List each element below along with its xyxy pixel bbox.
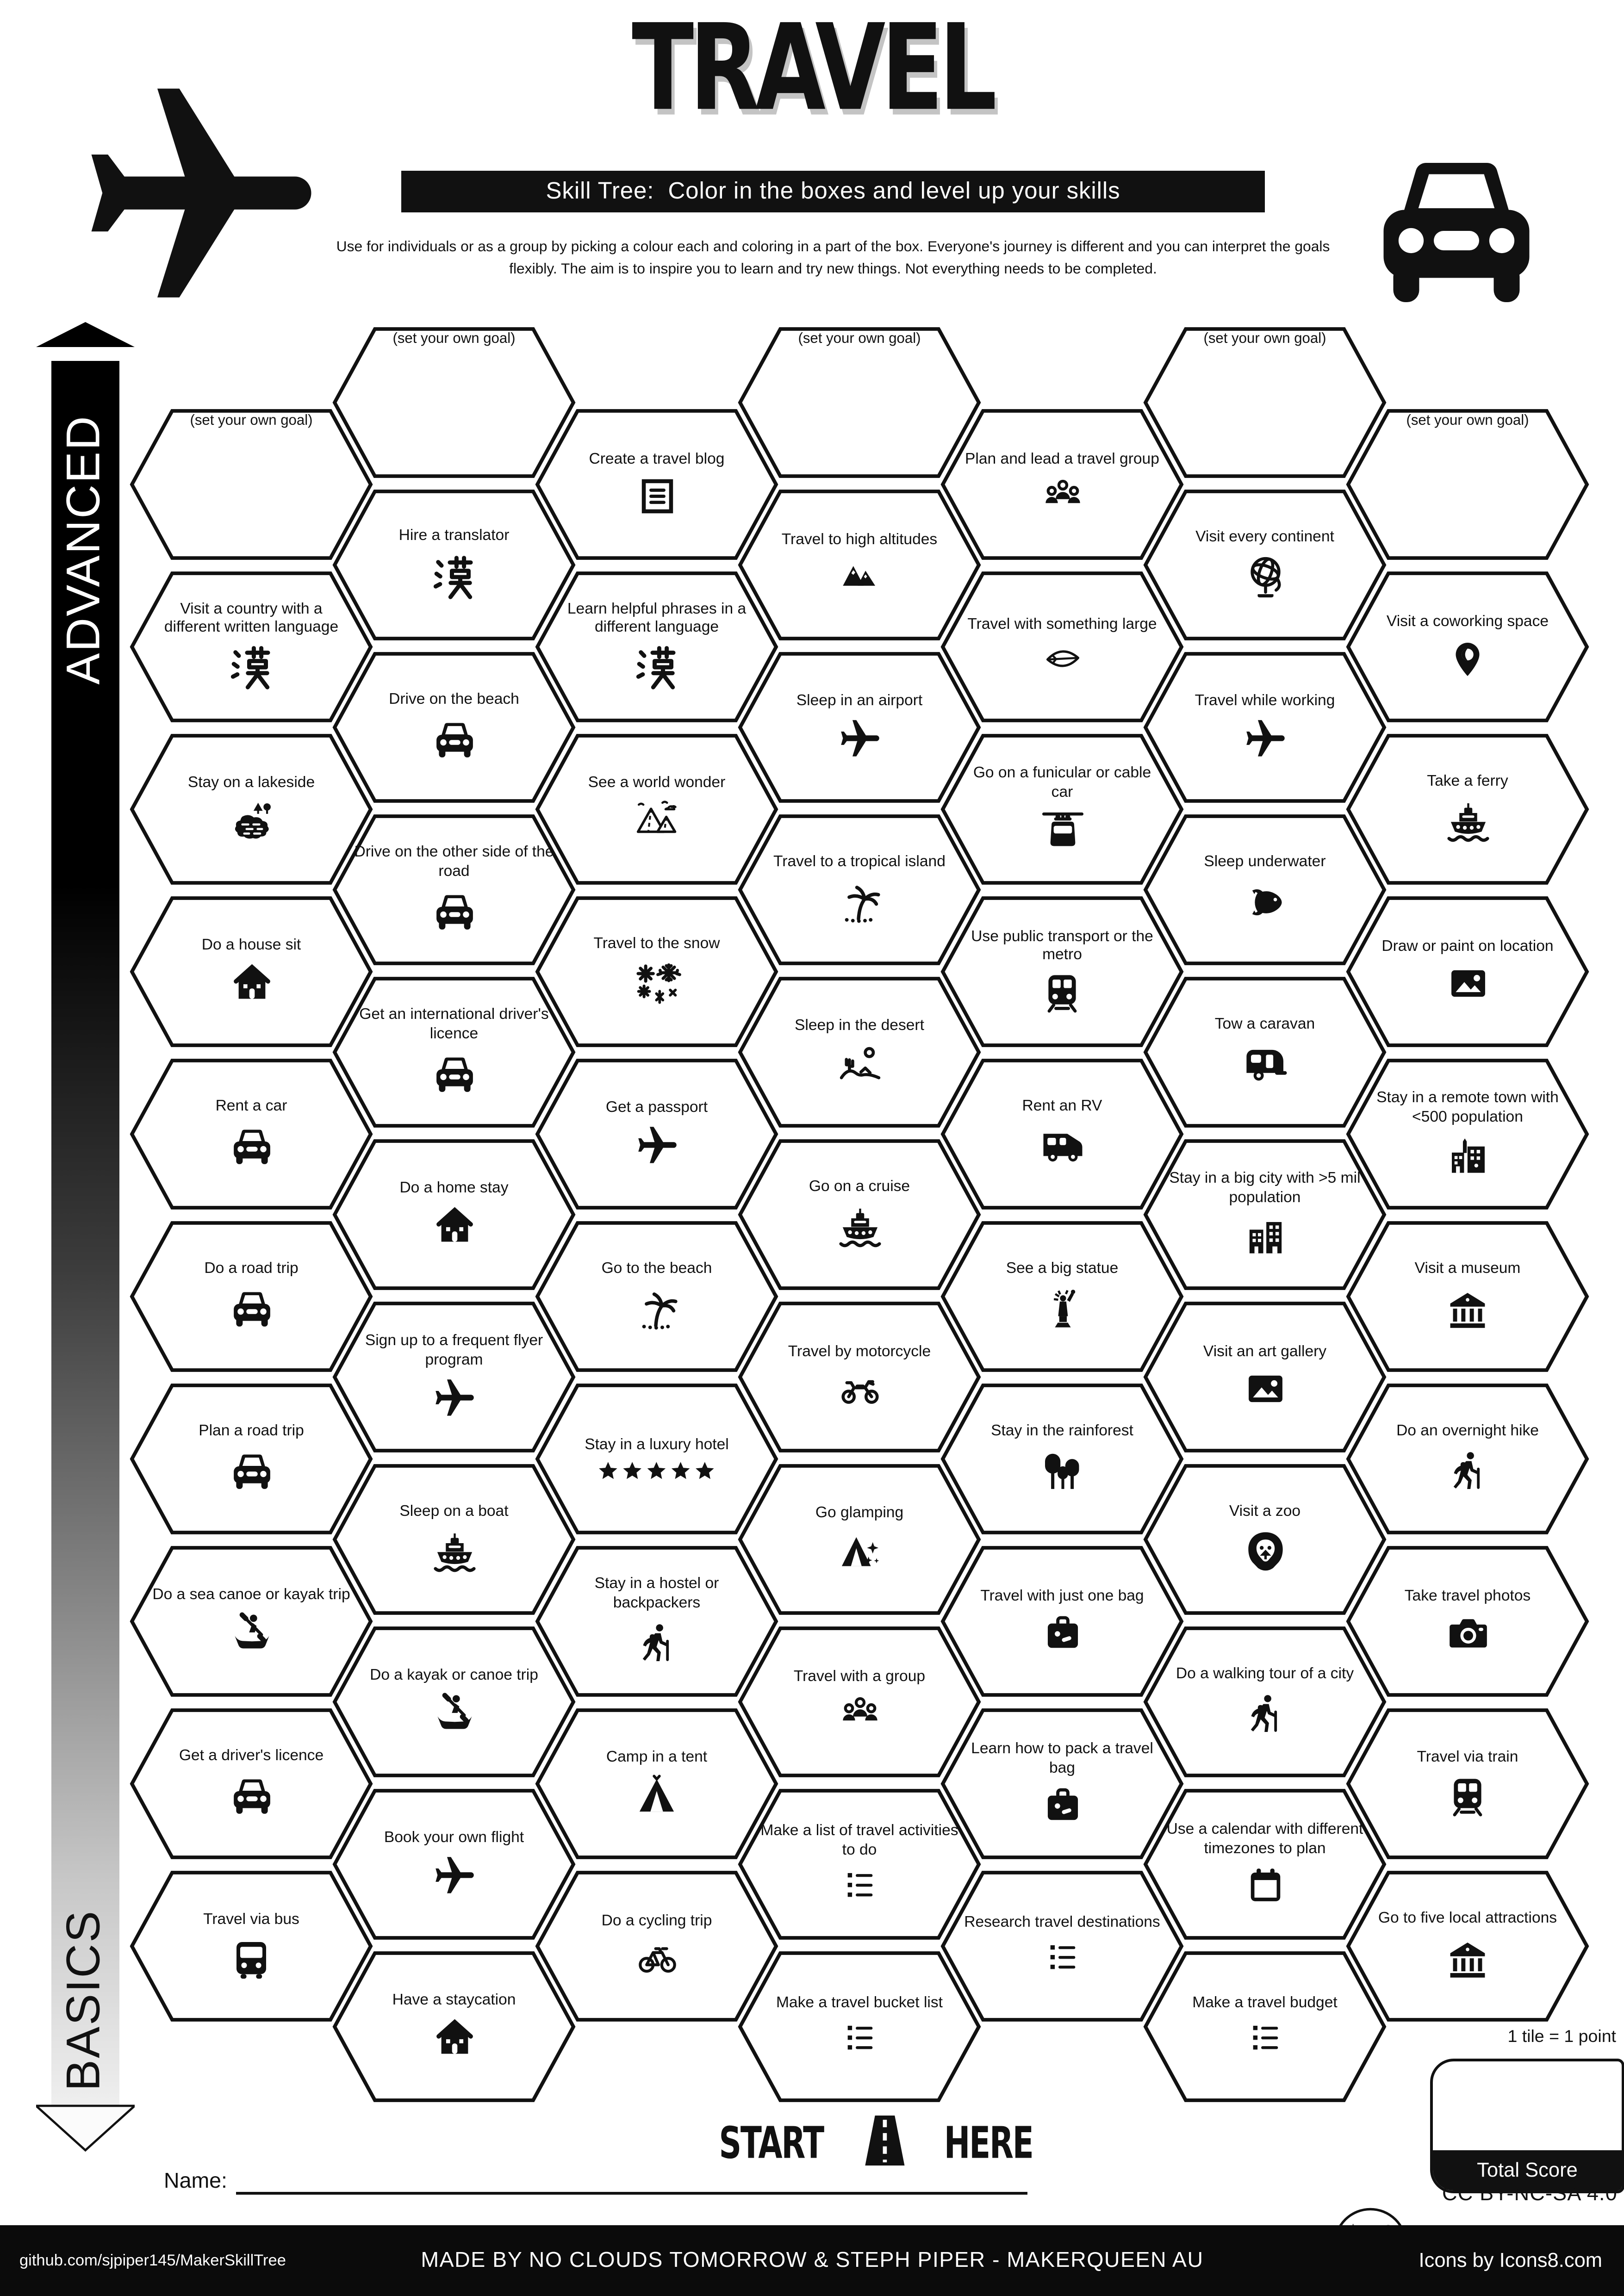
skill-label: (set your own goal)	[798, 332, 921, 347]
list-icon	[837, 2018, 883, 2059]
skill-label: Get a passport	[605, 1099, 708, 1116]
hex-do-an-overnight-hike[interactable]	[1345, 1381, 1590, 1537]
pin-icon	[1447, 638, 1488, 680]
skill-label: Visit a coworking space	[1386, 614, 1549, 631]
skill-label: Plan and lead a travel group	[965, 451, 1159, 468]
city-icon	[1242, 1213, 1288, 1259]
skill-label: Drive on the other side of the road	[354, 844, 554, 880]
skill-label: Go on a cruise	[809, 1178, 910, 1195]
lion-icon	[1241, 1527, 1289, 1576]
skill-label: Do a house sit	[201, 937, 301, 954]
people-icon	[1037, 475, 1088, 518]
bus-icon	[229, 1936, 274, 1980]
skill-label: Tow a caravan	[1214, 1016, 1315, 1033]
car-icon	[227, 1284, 276, 1333]
arrow-up-icon	[36, 322, 135, 354]
skill-label: Rent a car	[215, 1098, 287, 1115]
poster-title: TRAVEL	[632, 0, 993, 137]
palm-icon	[835, 877, 884, 926]
skill-label: Travel via bus	[203, 1912, 299, 1929]
skill-label: Use public transport or the metro	[971, 928, 1153, 963]
car-icon	[227, 1771, 276, 1820]
skill-label: Do a cycling trip	[601, 1912, 712, 1930]
snow-icon	[631, 959, 683, 1008]
skill-label: See a big statue	[1006, 1260, 1119, 1277]
picture-icon	[1239, 1367, 1291, 1410]
skill-label: Plan a road trip	[199, 1422, 304, 1440]
skill-label: Research travel destinations	[964, 1914, 1160, 1931]
plane-icon	[431, 1375, 477, 1421]
total-score-label: Total Score	[1433, 2150, 1622, 2191]
skill-label: Rent an RV	[1022, 1098, 1102, 1115]
house-icon	[431, 1204, 477, 1249]
pyramids-icon	[630, 798, 683, 844]
skill-label: Sleep in the desert	[795, 1017, 924, 1034]
skill-label: Drive on the beach	[389, 691, 519, 708]
hex-set-your-own-goal-6-0[interactable]	[1345, 407, 1590, 562]
skill-label: (set your own goal)	[1203, 332, 1326, 347]
hex-visit-a-coworking-space[interactable]	[1345, 569, 1590, 725]
skill-label: Stay in a big city with >5 mil population	[1169, 1170, 1361, 1206]
car-icon	[430, 1049, 479, 1098]
skill-label: Go to five local attractions	[1378, 1911, 1557, 1928]
start-label: START	[719, 2117, 823, 2169]
skill-label: Do an overnight hike	[1396, 1422, 1539, 1440]
hiker-icon	[635, 1618, 678, 1667]
kanji-icon	[632, 643, 682, 693]
plane-icon	[837, 716, 883, 762]
skill-label: Visit a museum	[1414, 1261, 1521, 1278]
hex-take-travel-photos[interactable]	[1345, 1544, 1590, 1699]
skill-label: Get a driver's licence	[179, 1747, 324, 1764]
skill-label: Stay in a hostel or backpackers	[594, 1576, 719, 1611]
hex-take-a-ferry[interactable]	[1345, 732, 1590, 887]
document-icon	[635, 475, 678, 518]
advanced-label: ADVANCED	[57, 415, 111, 685]
mountains-icon	[834, 555, 885, 598]
skill-label: Do a home stay	[399, 1179, 509, 1197]
footer-repo-link[interactable]: github.com/sjpiper145/MakerSkillTree	[19, 2252, 286, 2269]
skill-label: Learn how to pack a travel bag	[971, 1741, 1153, 1776]
museum-icon	[1444, 1935, 1491, 1982]
skill-label: Use a calendar with different timezones to plan	[1166, 1821, 1363, 1857]
motorcycle-icon	[834, 1367, 885, 1410]
house-icon	[431, 2016, 477, 2061]
skill-label: Create a travel blog	[589, 451, 725, 468]
arrow-down-icon	[36, 2104, 135, 2159]
skill-label: Stay in the rainforest	[991, 1422, 1133, 1440]
here-label: HERE	[944, 2117, 1033, 2169]
skill-label: Sign up to a frequent flyer program	[365, 1333, 543, 1368]
skill-label: Do a road trip	[204, 1260, 299, 1277]
skill-label: Camp in a tent	[606, 1749, 708, 1766]
skill-label: Visit an art gallery	[1203, 1343, 1327, 1360]
skill-label: Go glamping	[815, 1504, 904, 1521]
skill-label: Do a kayak or canoe trip	[370, 1667, 538, 1684]
tent-icon	[633, 1773, 680, 1818]
skill-label: Travel by motorcycle	[788, 1343, 931, 1360]
suitcase-icon	[1039, 1783, 1085, 1826]
hex-draw-or-paint-on-location[interactable]	[1345, 894, 1590, 1049]
skill-label: Go to the beach	[601, 1260, 712, 1277]
tile-point-note: 1 tile = 1 point	[1507, 2027, 1616, 2046]
hiker-icon	[1244, 1689, 1287, 1738]
skill-label: (set your own goal)	[392, 332, 516, 347]
skill-label: Get an international driver's licence	[359, 1006, 549, 1042]
hex-stay-in-a-remote-town-with-500-population[interactable]	[1345, 1056, 1590, 1212]
skill-label: Travel while working	[1195, 692, 1335, 709]
fish-icon	[1241, 878, 1288, 925]
train-icon	[1445, 1774, 1490, 1818]
skill-label: Stay in a luxury hotel	[585, 1436, 729, 1453]
stars-icon	[597, 1460, 716, 1481]
skill-label: Make a list of travel activities to do	[760, 1823, 958, 1858]
ship-icon	[430, 1527, 479, 1576]
skill-label: Make a travel bucket list	[776, 1994, 943, 2011]
caravan-icon	[1241, 1040, 1289, 1088]
skill-label: Draw or paint on location	[1381, 938, 1554, 955]
canoe-icon	[429, 1691, 480, 1737]
statue-icon	[1041, 1284, 1084, 1333]
suitcase-icon	[1039, 1612, 1085, 1655]
skill-label: Book your own flight	[384, 1829, 524, 1846]
skill-label: Sleep in an airport	[796, 692, 923, 709]
list-icon	[1039, 1938, 1085, 1978]
start-here-marker	[702, 2109, 1048, 2179]
skill-label: Travel with a group	[793, 1668, 926, 1685]
car-logo-icon	[1344, 130, 1569, 332]
car-icon	[430, 715, 479, 763]
skill-label: Visit every continent	[1195, 528, 1334, 546]
skill-label: Sleep underwater	[1204, 854, 1326, 871]
skill-label: Go on a funicular or cable car	[973, 765, 1151, 800]
road-icon	[853, 2109, 917, 2179]
car-icon	[227, 1122, 276, 1170]
skill-label: (set your own goal)	[190, 414, 313, 429]
desert-icon	[834, 1041, 885, 1087]
people-icon	[834, 1692, 885, 1735]
skill-label: Travel via train	[1417, 1750, 1518, 1767]
house-icon	[229, 961, 274, 1006]
skill-label: Stay on a lakeside	[187, 774, 315, 791]
basics-label: BASICS	[57, 1909, 111, 2091]
lake-icon	[224, 798, 279, 844]
camera-icon	[1444, 1612, 1492, 1655]
skill-label: Do a walking tour of a city	[1176, 1665, 1354, 1682]
trees-icon	[1038, 1446, 1087, 1495]
hex-go-to-five-local-attractions[interactable]	[1345, 1868, 1590, 2024]
globe-icon	[1241, 552, 1289, 601]
plane-icon	[431, 1853, 477, 1899]
banner-text: Skill Tree: Color in the boxes and level up your skills	[546, 178, 1120, 204]
name-label: Name:	[164, 2170, 227, 2193]
score-write-area[interactable]	[1433, 2061, 1622, 2150]
skill-label: Do a sea canoe or kayak trip	[152, 1586, 350, 1603]
skill-label: Take a ferry	[1427, 773, 1508, 790]
town-icon	[1445, 1132, 1491, 1178]
skill-label: Travel to the snow	[593, 935, 720, 952]
train-icon	[1040, 971, 1084, 1015]
footer-bar	[0, 2225, 1624, 2296]
cablecar-icon	[1039, 807, 1085, 853]
skill-label: Visit a country with a different written language	[164, 601, 339, 636]
hex-travel-via-train[interactable]	[1345, 1706, 1590, 1862]
car-icon	[430, 887, 479, 935]
skill-label: Take travel photos	[1404, 1588, 1531, 1605]
footer-icons8-credit[interactable]: Icons by Icons8.com	[1419, 2249, 1602, 2272]
skill-label: Sleep on a boat	[399, 1503, 509, 1520]
skill-label: Travel to high altitudes	[781, 531, 938, 548]
poster-description: Use for individuals or as a group by picking a colour each and coloring in a part of the box. Everyone's journey is different and you can interpret the goals flexibly. The aim is to inspire you to learn and try new things. Not everything needs to be completed.	[336, 239, 1330, 279]
hiker-icon	[1446, 1446, 1489, 1495]
skill-label: Stay in a remote town with <500 population	[1376, 1090, 1559, 1125]
hex-visit-a-museum[interactable]	[1345, 1219, 1590, 1374]
plane-icon	[1242, 716, 1288, 762]
plane-icon	[634, 1123, 680, 1169]
skill-label: Learn helpful phrases in a different language	[567, 601, 747, 636]
list-icon	[837, 1865, 883, 1905]
calendar-icon	[1244, 1864, 1287, 1907]
canoe-icon	[226, 1610, 277, 1656]
skill-label: Have a staycation	[392, 1992, 516, 2009]
palm-icon	[633, 1284, 681, 1333]
skill-label: See a world wonder	[588, 774, 726, 791]
skill-label: Visit a zoo	[1229, 1503, 1301, 1520]
rv-icon	[1038, 1122, 1087, 1170]
kanji-icon	[429, 552, 479, 602]
skill-label: Travel with something large	[967, 616, 1157, 633]
museum-icon	[1444, 1285, 1491, 1332]
surfboard-icon	[1035, 640, 1089, 677]
bicycle-icon	[631, 1936, 683, 1980]
license-text: CC BY-NC-SA 4.0	[1442, 2182, 1618, 2206]
ship-icon	[835, 1202, 884, 1251]
skill-label: Make a travel budget	[1192, 1994, 1338, 2011]
kanji-icon	[226, 643, 276, 693]
name-input-line[interactable]	[236, 2170, 1027, 2195]
car-icon	[227, 1446, 276, 1495]
picture-icon	[1442, 962, 1493, 1005]
ship-icon	[1444, 797, 1492, 845]
skill-label: Hire a translator	[398, 528, 510, 545]
skill-label: Travel with just one bag	[980, 1588, 1144, 1605]
footer-credit: MADE BY NO CLOUDS TOMORROW & STEPH PIPER - MAKERQUEEN AU	[421, 2248, 1204, 2272]
skill-label: (set your own goal)	[1406, 414, 1529, 429]
skill-label: Travel to a tropical island	[773, 853, 946, 870]
total-score-box[interactable]	[1430, 2059, 1624, 2193]
glamping-icon	[834, 1528, 885, 1574]
banner-bar	[401, 171, 1265, 212]
